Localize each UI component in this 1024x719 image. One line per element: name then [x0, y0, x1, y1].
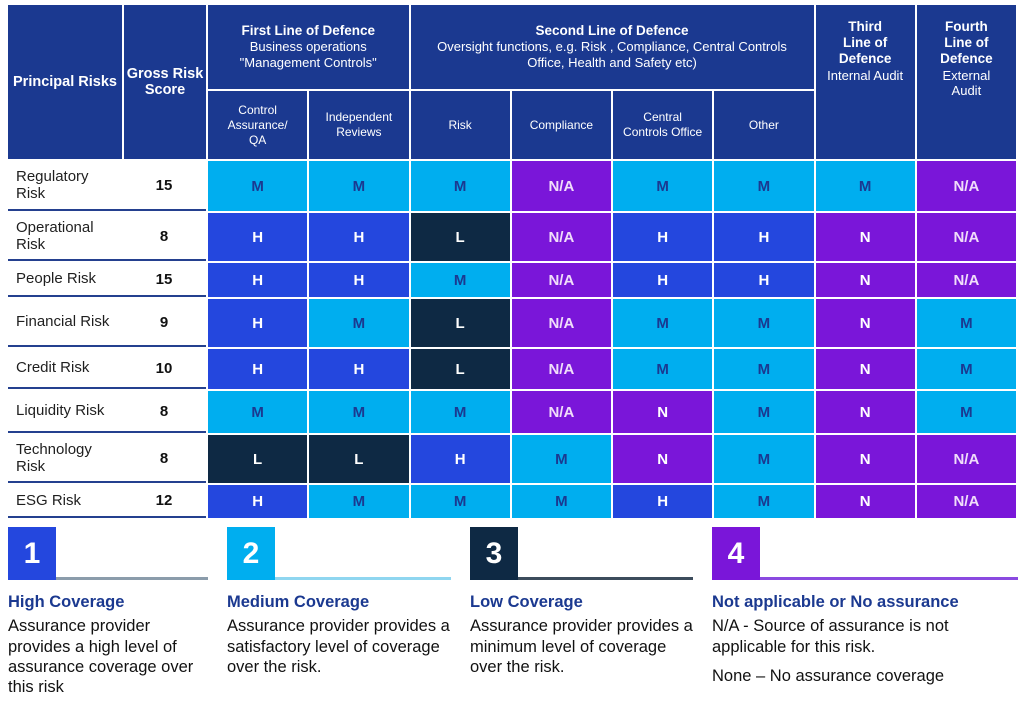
- row-label-group: [8, 435, 206, 483]
- legend-underline: [760, 577, 1018, 580]
- coverage-cell: N/A: [512, 349, 611, 389]
- coverage-cell: M: [917, 391, 1016, 433]
- risk-label: Regulatory Risk: [16, 167, 89, 202]
- legend-underline: [56, 577, 208, 580]
- table-body: [8, 161, 1016, 518]
- legend-text: Assurance provider provides a high level of assurance coverage over this risk: [8, 617, 194, 696]
- legend-item: [227, 527, 451, 706]
- risk-label: Financial Risk: [16, 313, 110, 331]
- coverage-cell: M: [613, 349, 712, 389]
- coverage-cell: N/A: [512, 213, 611, 261]
- coverage-cell: M: [613, 161, 712, 211]
- coverage-cell: M: [309, 161, 408, 211]
- coverage-cell: N: [613, 391, 712, 433]
- table-row: [8, 391, 1016, 433]
- coverage-cell: H: [613, 263, 712, 297]
- coverage-cell: M: [512, 435, 611, 483]
- coverage-cell: M: [411, 263, 510, 297]
- coverage-cell: N/A: [917, 435, 1016, 483]
- coverage-cell: N: [816, 349, 915, 389]
- header-principal-risks: [8, 5, 122, 159]
- table-row: [8, 349, 1016, 389]
- legend-body: [227, 616, 451, 676]
- coverage-cell: M: [917, 349, 1016, 389]
- risk-score: 12: [155, 492, 173, 509]
- risk-label: Operational Risk: [16, 218, 94, 253]
- coverage-cell: N/A: [917, 213, 1016, 261]
- coverage-cell: H: [309, 213, 408, 261]
- coverage-cell: H: [208, 299, 307, 347]
- coverage-cell: H: [208, 485, 307, 518]
- legend-number-badge: 4: [712, 527, 760, 580]
- legend-item: [470, 527, 693, 706]
- row-label-group: [8, 263, 206, 297]
- coverage-cell: M: [714, 299, 813, 347]
- coverage-cell: M: [208, 391, 307, 433]
- coverage-cell: N/A: [512, 161, 611, 211]
- header-first-line-of-defence: [208, 5, 409, 89]
- legend-header: [712, 527, 1018, 580]
- coverage-cell: N: [613, 435, 712, 483]
- legend-title: Not applicable or No assurance: [712, 593, 959, 611]
- header-independent-reviews: Independent Reviews: [309, 91, 408, 159]
- header-gross-risk-score-label: Gross Risk Score: [126, 66, 204, 98]
- header-compliance: Compliance: [512, 91, 611, 159]
- header-second-line-of-defence: [411, 5, 814, 89]
- table-row: [8, 435, 1016, 483]
- coverage-cell: M: [411, 485, 510, 518]
- legend-text: N/A - Source of assurance is not applicable for this risk.: [712, 617, 949, 656]
- row-label-group: [8, 299, 206, 347]
- risk-score: 15: [155, 270, 173, 288]
- table-row: [8, 299, 1016, 347]
- coverage-cell: L: [309, 435, 408, 483]
- risk-label: Credit Risk: [16, 359, 90, 377]
- row-label-group: [8, 349, 206, 389]
- coverage-cell: M: [816, 161, 915, 211]
- header-control-assurance-qa: Control Assurance/ QA: [208, 91, 307, 159]
- coverage-cell: M: [309, 391, 408, 433]
- coverage-cell: H: [613, 213, 712, 261]
- legend-body: [470, 616, 693, 676]
- coverage-cell: M: [309, 485, 408, 518]
- coverage-cell: N: [816, 435, 915, 483]
- header-other: Other: [714, 91, 813, 159]
- row-label-group: [8, 213, 206, 261]
- coverage-cell: M: [208, 161, 307, 211]
- coverage-cell: M: [714, 161, 813, 211]
- coverage-cell: H: [208, 213, 307, 261]
- coverage-cell: M: [411, 161, 510, 211]
- risk-score: 10: [155, 359, 173, 377]
- second-line-subtitle: Oversight functions, e.g. Risk , Compliance, Central Controls Office, Health and Safety etc): [437, 39, 787, 71]
- risk-label: Liquidity Risk: [16, 402, 105, 420]
- coverage-cell: M: [411, 391, 510, 433]
- coverage-cell: M: [613, 299, 712, 347]
- table-header: [8, 5, 1016, 159]
- legend-text: Assurance provider provides a minimum level of coverage over the risk.: [470, 617, 693, 676]
- legend-number-badge: 2: [227, 527, 275, 580]
- legend-number-badge: 3: [470, 527, 518, 580]
- coverage-cell: M: [714, 391, 813, 433]
- third-line-title: Third Line of Defence: [838, 19, 892, 67]
- row-label-group: [8, 485, 206, 518]
- coverage-cell: L: [208, 435, 307, 483]
- legend-underline: [275, 577, 451, 580]
- fourth-line-title: Fourth Line of Defence: [940, 19, 993, 67]
- second-line-title: Second Line of Defence: [535, 23, 689, 39]
- coverage-cell: N/A: [917, 263, 1016, 297]
- coverage-cell: L: [411, 213, 510, 261]
- risk-score: 8: [159, 402, 169, 420]
- risk-score: 8: [159, 227, 169, 245]
- first-line-subtitle-2: "Management Controls": [239, 55, 377, 71]
- legend-header: [470, 527, 693, 580]
- coverage-cell: H: [208, 349, 307, 389]
- risk-label: ESG Risk: [16, 491, 82, 509]
- legend-item: [8, 527, 208, 706]
- risk-label: Technology Risk: [16, 440, 92, 475]
- header-risk: Risk: [411, 91, 510, 159]
- coverage-cell: N: [816, 485, 915, 518]
- legend-text: None – No assurance coverage: [712, 666, 945, 685]
- coverage-cell: H: [714, 263, 813, 297]
- first-line-subtitle-1: Business operations: [249, 39, 367, 55]
- coverage-cell: M: [917, 299, 1016, 347]
- coverage-cell: N: [816, 213, 915, 261]
- coverage-cell: H: [309, 349, 408, 389]
- coverage-cell: N/A: [917, 485, 1016, 518]
- row-label-group: [8, 391, 206, 433]
- coverage-cell: M: [714, 485, 813, 518]
- table-row: [8, 263, 1016, 297]
- risk-label: People Risk: [16, 270, 97, 288]
- coverage-cell: N/A: [917, 161, 1016, 211]
- legend-title: Medium Coverage: [227, 593, 370, 611]
- coverage-cell: N/A: [512, 263, 611, 297]
- legend-body: [712, 616, 1018, 685]
- coverage-cell: M: [714, 349, 813, 389]
- coverage-cell: H: [714, 213, 813, 261]
- table-row: [8, 485, 1016, 518]
- coverage-cell: N: [816, 299, 915, 347]
- legend-underline: [518, 577, 693, 580]
- coverage-cell: H: [411, 435, 510, 483]
- legend-title: Low Coverage: [470, 593, 583, 611]
- header-third-line-of-defence: [816, 5, 915, 159]
- legend-header: [8, 527, 208, 580]
- legend-text: Assurance provider provides a satisfactory level of coverage over the risk.: [227, 617, 450, 676]
- legend-title: High Coverage: [8, 593, 125, 611]
- legend-header: [227, 527, 451, 580]
- coverage-cell: N/A: [512, 299, 611, 347]
- header-gross-risk-score: [124, 5, 206, 159]
- header-fourth-line-of-defence: [917, 5, 1016, 159]
- coverage-cell: H: [208, 263, 307, 297]
- row-label-group: [8, 161, 206, 211]
- first-line-title: First Line of Defence: [241, 23, 376, 39]
- header-central-controls-office: Central Controls Office: [613, 91, 712, 159]
- fourth-line-subtitle: External Audit: [942, 67, 991, 99]
- coverage-cell: M: [714, 435, 813, 483]
- table-row: [8, 213, 1016, 261]
- coverage-cell: H: [309, 263, 408, 297]
- header-principal-risks-label: Principal Risks: [13, 74, 117, 90]
- legend-item: [712, 527, 1018, 706]
- coverage-cell: M: [309, 299, 408, 347]
- legend: [8, 527, 1016, 706]
- coverage-cell: N/A: [512, 391, 611, 433]
- coverage-cell: L: [411, 349, 510, 389]
- legend-number-badge: 1: [8, 527, 56, 580]
- coverage-cell: H: [613, 485, 712, 518]
- coverage-cell: N: [816, 263, 915, 297]
- legend-body: [8, 616, 208, 697]
- risk-score: 8: [159, 449, 169, 467]
- coverage-cell: N: [816, 391, 915, 433]
- table-row: [8, 161, 1016, 211]
- risk-score: 9: [159, 313, 169, 331]
- risk-score: 15: [155, 176, 173, 194]
- coverage-cell: L: [411, 299, 510, 347]
- third-line-subtitle: Internal Audit: [827, 67, 904, 83]
- coverage-cell: M: [512, 485, 611, 518]
